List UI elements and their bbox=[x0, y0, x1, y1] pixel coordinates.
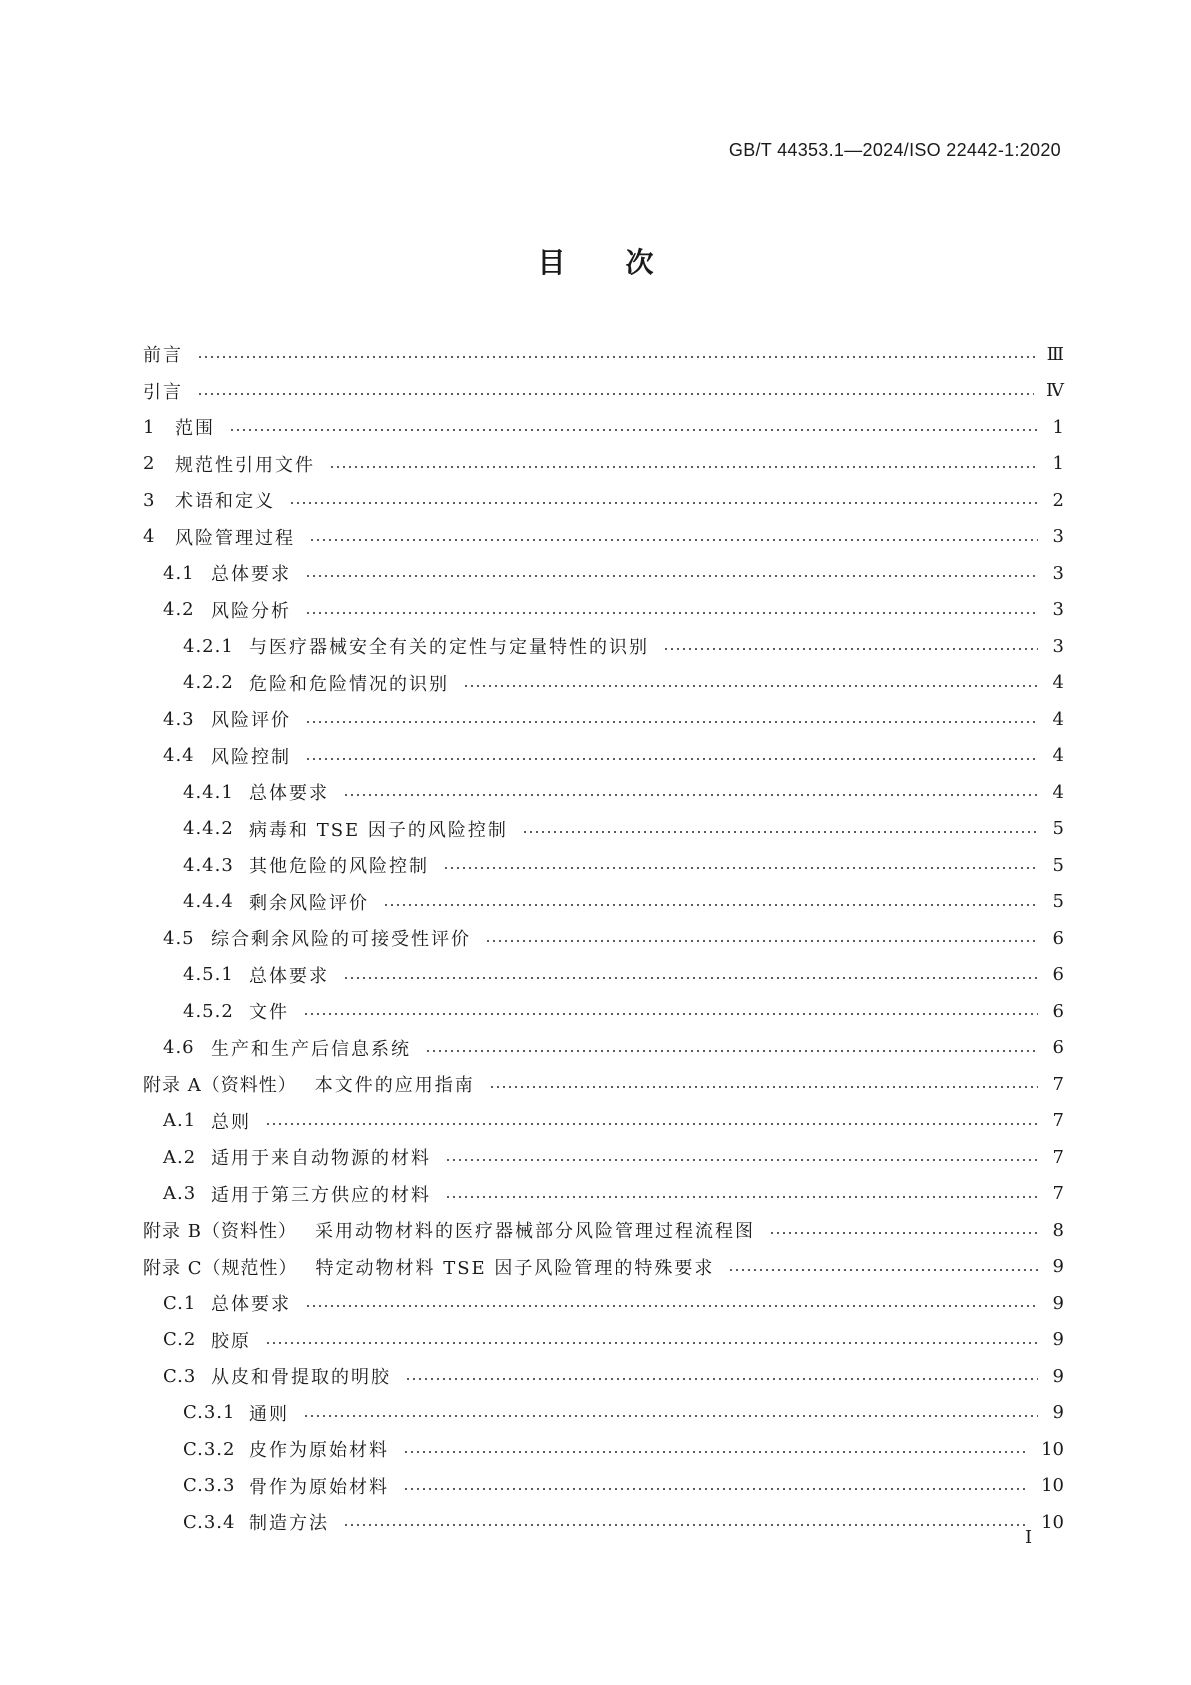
toc-entry-clause[interactable] bbox=[143, 482, 1064, 519]
page-number: I bbox=[1025, 1527, 1033, 1548]
toc-entry-page: Ⅲ bbox=[1046, 343, 1064, 365]
toc-entry-page: 9 bbox=[1052, 1365, 1064, 1387]
dot-leader bbox=[329, 465, 1038, 469]
dot-leader bbox=[443, 866, 1038, 870]
toc-entry-page: 7 bbox=[1052, 1110, 1064, 1132]
toc-entry-subclause[interactable] bbox=[143, 1358, 1064, 1395]
toc-entry-subclause[interactable] bbox=[143, 1030, 1064, 1067]
toc-entry-page: 9 bbox=[1052, 1256, 1064, 1278]
toc-title-char: 目 bbox=[537, 246, 566, 279]
toc-entry-title: 风险分析 bbox=[211, 600, 291, 622]
toc-entry-number: A.3 bbox=[163, 1183, 197, 1205]
toc-entry-subclause[interactable] bbox=[143, 592, 1064, 629]
toc-entry-subsubclause[interactable] bbox=[143, 993, 1064, 1030]
toc-entry-subclause[interactable] bbox=[143, 1322, 1064, 1359]
toc-entry-annex[interactable] bbox=[143, 1066, 1064, 1103]
toc-entry-number: 4 bbox=[143, 526, 156, 548]
toc-entry-title: 骨作为原始材料 bbox=[249, 1476, 389, 1498]
toc-entry-page: 3 bbox=[1052, 599, 1064, 621]
toc-entry-title: 总体要求 bbox=[211, 564, 291, 586]
toc-entry-number: 4.2.2 bbox=[183, 672, 234, 694]
toc-entry-number: 4.3 bbox=[163, 708, 195, 730]
toc-entry-title: 总体要求 bbox=[211, 1294, 291, 1316]
toc-entry-page: 9 bbox=[1052, 1329, 1064, 1351]
toc-entry-title: 范围 bbox=[175, 418, 215, 440]
toc-entry-clause[interactable] bbox=[143, 519, 1064, 556]
toc-entry-title: 风险控制 bbox=[211, 746, 291, 768]
toc-title-char: 次 bbox=[625, 246, 654, 279]
toc-entry-title: 风险管理过程 bbox=[175, 527, 295, 549]
dot-leader bbox=[305, 611, 1038, 615]
dot-leader bbox=[305, 757, 1038, 761]
toc-entry-page: Ⅳ bbox=[1046, 380, 1064, 402]
toc-entry-number: 4.4.1 bbox=[183, 781, 234, 803]
toc-entry-subsubclause[interactable] bbox=[143, 774, 1064, 811]
toc-entry-subclause[interactable] bbox=[143, 701, 1064, 738]
toc-entry-number: 4.2 bbox=[163, 599, 195, 621]
toc-entry-title: 引言 bbox=[143, 381, 183, 403]
toc-entry-clause[interactable] bbox=[143, 446, 1064, 483]
toc-entry-subclause[interactable] bbox=[143, 738, 1064, 775]
toc-entry-subsubclause[interactable] bbox=[143, 811, 1064, 848]
toc-entry-number: C.3.2 bbox=[183, 1438, 236, 1460]
toc-entry-page: 10 bbox=[1041, 1475, 1064, 1497]
toc-entry-page: 3 bbox=[1052, 526, 1064, 548]
toc-entry-number: A.2 bbox=[163, 1146, 197, 1168]
toc-entry-number: 4.4 bbox=[163, 745, 195, 767]
toc-entry-number: 附录 B（资料性） bbox=[143, 1221, 297, 1243]
toc-entry-page: 10 bbox=[1041, 1511, 1064, 1533]
toc-entry-number: C.3.1 bbox=[183, 1402, 236, 1424]
dot-leader bbox=[663, 647, 1038, 651]
toc-entry-page: 4 bbox=[1052, 708, 1064, 730]
toc-entry-number: C.1 bbox=[163, 1292, 197, 1314]
dot-leader bbox=[769, 1231, 1038, 1235]
dot-leader bbox=[463, 684, 1038, 688]
toc-entry-page: 4 bbox=[1052, 745, 1064, 767]
table-of-contents bbox=[143, 336, 1064, 1541]
toc-entry-page: 7 bbox=[1052, 1146, 1064, 1168]
dot-leader bbox=[229, 428, 1038, 432]
toc-entry-page: 9 bbox=[1052, 1402, 1064, 1424]
toc-entry-subsubclause[interactable] bbox=[143, 1468, 1064, 1505]
toc-entry-subclause[interactable] bbox=[143, 1103, 1064, 1140]
toc-entry-number: 4.4.2 bbox=[183, 818, 234, 840]
toc-entry-number: 2 bbox=[143, 453, 156, 475]
toc-entry-title: 适用于第三方供应的材料 bbox=[211, 1184, 431, 1206]
toc-entry-page: 10 bbox=[1041, 1438, 1064, 1460]
toc-entry-page: 6 bbox=[1052, 1000, 1064, 1022]
toc-title bbox=[0, 246, 1191, 280]
toc-entry-subsubclause[interactable] bbox=[143, 1504, 1064, 1541]
toc-entry-number: 4.2.1 bbox=[183, 635, 234, 657]
dot-leader bbox=[343, 1523, 1029, 1527]
toc-entry-title: 总则 bbox=[211, 1111, 251, 1133]
toc-entry-page: 2 bbox=[1052, 489, 1064, 511]
toc-entry-title: 采用动物材料的医疗器械部分风险管理过程流程图 bbox=[314, 1221, 755, 1243]
toc-entry-title: 从皮和骨提取的明胶 bbox=[211, 1367, 391, 1389]
toc-entry-annex[interactable] bbox=[143, 1212, 1064, 1249]
toc-entry-page: 3 bbox=[1052, 635, 1064, 657]
toc-entry-number: 1 bbox=[143, 416, 156, 438]
toc-entry-page: 5 bbox=[1052, 854, 1064, 876]
toc-entry-title: 皮作为原始材料 bbox=[249, 1440, 389, 1462]
toc-entry-number: A.1 bbox=[163, 1110, 197, 1132]
toc-entry-page: 3 bbox=[1052, 562, 1064, 584]
toc-entry-subclause[interactable] bbox=[143, 1139, 1064, 1176]
toc-entry-subsubclause[interactable] bbox=[143, 847, 1064, 884]
dot-leader bbox=[265, 1341, 1038, 1345]
toc-entry-title: 前言 bbox=[143, 345, 183, 367]
toc-entry-title: 剩余风险评价 bbox=[249, 892, 369, 914]
toc-entry-number: 4.5 bbox=[163, 927, 195, 949]
toc-entry-number: 4.5.2 bbox=[183, 1000, 234, 1022]
toc-entry-title: 制造方法 bbox=[249, 1513, 329, 1535]
toc-entry-page: 9 bbox=[1052, 1292, 1064, 1314]
toc-entry-page: 7 bbox=[1052, 1073, 1064, 1095]
toc-entry-title: 特定动物材料 TSE 因子风险管理的特殊要求 bbox=[315, 1257, 715, 1279]
toc-entry-page: 5 bbox=[1052, 818, 1064, 840]
toc-entry-title: 危险和危险情况的识别 bbox=[249, 673, 449, 695]
toc-entry-foreword[interactable] bbox=[143, 336, 1064, 373]
toc-entry-title: 术语和定义 bbox=[175, 491, 275, 513]
dot-leader bbox=[197, 392, 1034, 396]
standard-code: GB/T 44353.1—2024/ISO 22442-1:2020 bbox=[728, 140, 1061, 160]
toc-entry-page: 5 bbox=[1052, 891, 1064, 913]
toc-entry-title: 适用于来自动物源的材料 bbox=[211, 1148, 431, 1170]
dot-leader bbox=[405, 1377, 1038, 1381]
toc-entry-title: 综合剩余风险的可接受性评价 bbox=[211, 929, 471, 951]
dot-leader bbox=[305, 720, 1038, 724]
dot-leader bbox=[383, 903, 1038, 907]
toc-entry-number: 4.4.4 bbox=[183, 891, 234, 913]
toc-entry-title: 与医疗器械安全有关的定性与定量特性的识别 bbox=[249, 637, 649, 659]
toc-entry-title: 文件 bbox=[249, 1002, 289, 1024]
toc-entry-title: 总体要求 bbox=[249, 783, 329, 805]
toc-entry-subsubclause[interactable] bbox=[143, 665, 1064, 702]
toc-entry-page: 1 bbox=[1052, 416, 1064, 438]
toc-entry-title: 总体要求 bbox=[249, 965, 329, 987]
toc-entry-number: 4.5.1 bbox=[183, 964, 234, 986]
dot-leader bbox=[403, 1450, 1029, 1454]
toc-entry-number: 附录 C（规范性） bbox=[143, 1257, 298, 1279]
toc-entry-subsubclause[interactable] bbox=[143, 884, 1064, 921]
toc-entry-page: 4 bbox=[1052, 672, 1064, 694]
toc-entry-title: 通则 bbox=[249, 1403, 289, 1425]
toc-entry-subclause[interactable] bbox=[143, 1176, 1064, 1213]
dot-leader bbox=[265, 1122, 1038, 1126]
toc-entry-title: 生产和生产后信息系统 bbox=[211, 1038, 411, 1060]
dot-leader bbox=[403, 1487, 1029, 1491]
toc-entry-clause[interactable] bbox=[143, 409, 1064, 446]
toc-entry-number: C.3.4 bbox=[183, 1511, 236, 1533]
dot-leader bbox=[305, 1304, 1038, 1308]
toc-entry-introduction[interactable] bbox=[143, 373, 1064, 410]
toc-entry-annex[interactable] bbox=[143, 1249, 1064, 1286]
toc-entry-title: 规范性引用文件 bbox=[175, 454, 315, 476]
toc-entry-subsubclause[interactable] bbox=[143, 957, 1064, 994]
dot-leader bbox=[522, 830, 1038, 834]
toc-entry-page: 4 bbox=[1052, 781, 1064, 803]
toc-entry-page: 1 bbox=[1052, 453, 1064, 475]
toc-entry-subclause[interactable] bbox=[143, 555, 1064, 592]
toc-entry-number: 4.6 bbox=[163, 1037, 195, 1059]
dot-leader bbox=[343, 976, 1038, 980]
toc-entry-number: C.2 bbox=[163, 1329, 197, 1351]
dot-leader bbox=[305, 574, 1038, 578]
dot-leader bbox=[303, 1012, 1038, 1016]
dot-leader bbox=[289, 501, 1038, 505]
dot-leader bbox=[728, 1268, 1038, 1272]
toc-entry-title: 风险评价 bbox=[211, 710, 291, 732]
toc-entry-page: 8 bbox=[1052, 1219, 1064, 1241]
toc-entry-number: 3 bbox=[143, 489, 156, 511]
toc-entry-number: 附录 A（资料性） bbox=[143, 1075, 297, 1097]
toc-entry-page: 6 bbox=[1052, 927, 1064, 949]
dot-leader bbox=[445, 1195, 1038, 1199]
dot-leader bbox=[445, 1158, 1038, 1162]
toc-entry-page: 7 bbox=[1052, 1183, 1064, 1205]
dot-leader bbox=[309, 538, 1038, 542]
toc-entry-subsubclause[interactable] bbox=[143, 1431, 1064, 1468]
toc-entry-number: 4.4.3 bbox=[183, 854, 234, 876]
toc-entry-title: 本文件的应用指南 bbox=[314, 1075, 475, 1097]
toc-entry-title: 病毒和 TSE 因子的风险控制 bbox=[249, 819, 508, 841]
dot-leader bbox=[425, 1049, 1038, 1053]
dot-leader bbox=[485, 939, 1038, 943]
toc-entry-number: 4.1 bbox=[163, 562, 195, 584]
toc-entry-number: C.3.3 bbox=[183, 1475, 236, 1497]
toc-entry-page: 6 bbox=[1052, 1037, 1064, 1059]
toc-entry-subsubclause[interactable] bbox=[143, 628, 1064, 665]
dot-leader bbox=[489, 1085, 1038, 1089]
toc-entry-title: 胶原 bbox=[211, 1330, 251, 1352]
toc-entry-number: C.3 bbox=[163, 1365, 197, 1387]
dot-leader bbox=[343, 793, 1038, 797]
dot-leader bbox=[303, 1414, 1038, 1418]
toc-entry-title: 其他危险的风险控制 bbox=[249, 856, 429, 878]
toc-entry-page: 6 bbox=[1052, 964, 1064, 986]
toc-entry-subsubclause[interactable] bbox=[143, 1395, 1064, 1432]
toc-entry-subclause[interactable] bbox=[143, 1285, 1064, 1322]
toc-entry-subclause[interactable] bbox=[143, 920, 1064, 957]
dot-leader bbox=[197, 355, 1035, 359]
